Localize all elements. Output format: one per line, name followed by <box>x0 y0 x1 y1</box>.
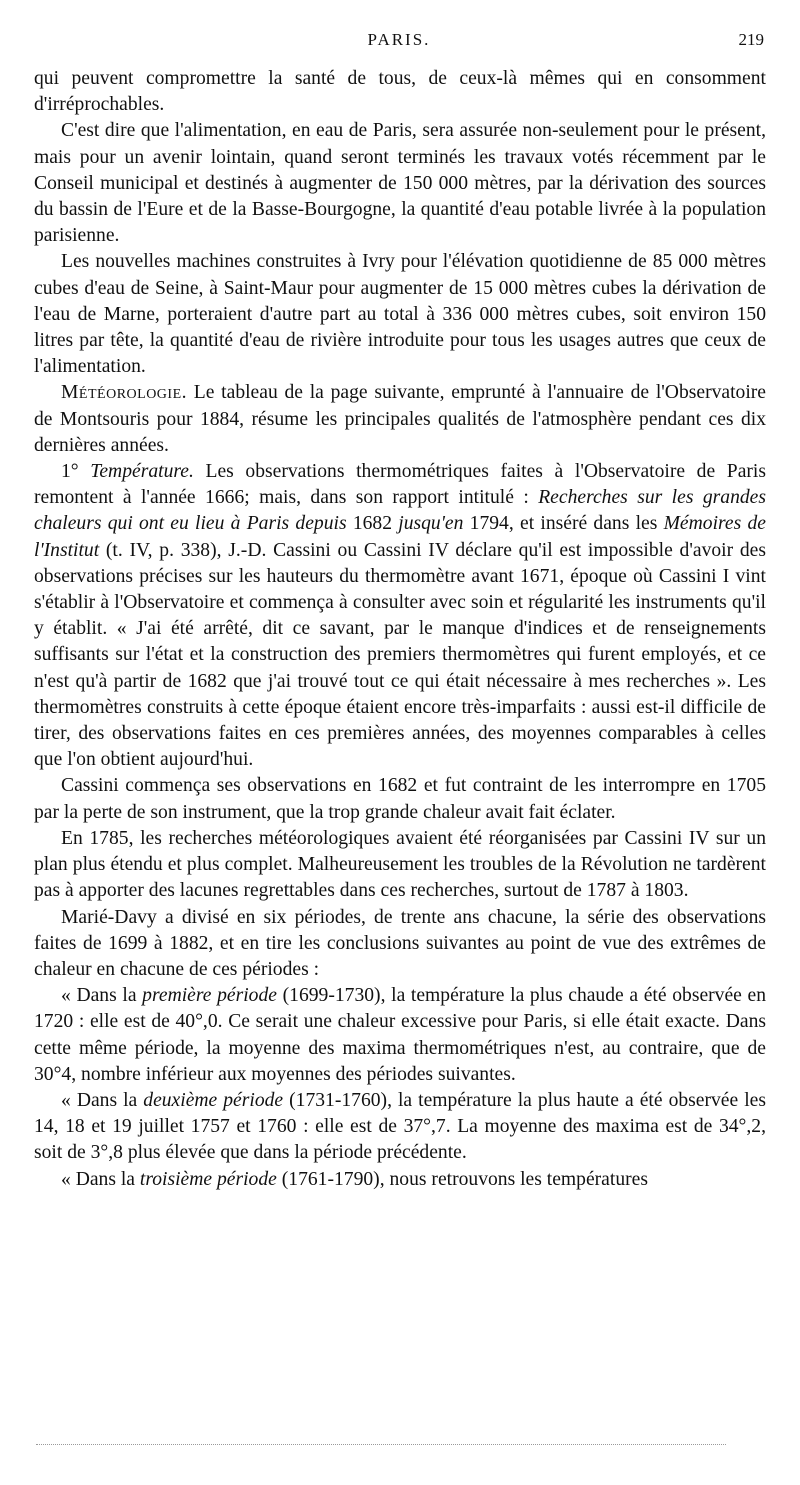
section-label: Météorologie. <box>61 382 188 404</box>
paragraph-second-period: « Dans la deuxième période (1731-1760), la température la plus haute a été observée les 14, 18 et 19 juillet 1757 et 1760 : elle est de 37°,7. La moyenne des maxima est de 34°,2, soit de 3°,8 plus élevée que dans la période précédente. <box>34 1089 766 1164</box>
section-subtitle: Température. <box>90 461 194 483</box>
paragraph-cassini: Cassini commença ses observations en 1682 et fut contraint de les interrompre en 1705 par la perte de son instrument, que la trop grande chaleur avait fait éclater. <box>34 775 766 823</box>
running-title: PARIS. <box>367 30 431 49</box>
running-header <box>34 30 764 56</box>
cited-publication: Mémoires de l'Institut <box>34 513 766 561</box>
body-text <box>34 66 766 1193</box>
paragraph-1785: En 1785, les recherches météorologiques avaient été réorganisées par Cassini IV sur un plan plus étendu et plus complet. Malheureusement les troubles de la Révolution ne tardèrent pas à apporter des lacunes regrettables dans ces recherches, surtout de 1787 à 1803. <box>34 827 766 902</box>
paragraph-continuation: qui peuvent compromettre la santé de tous, de ceux-là mêmes qui en consomment d'irréprochables. <box>34 68 766 116</box>
footer-rule <box>36 1444 726 1445</box>
paragraph-temperature: 1° Température. Les observations thermométriques faites à l'Observatoire de Paris remontent à l'année 1666; mais, dans son rapport intitulé : Recherches sur les grandes chaleurs qui ont eu lieu à Paris depuis 1682 jusqu'en 1794, et inséré dans les Mémoires de l'Institut (t. IV, p. 338), J.-D. Cassini ou Cassini IV déclare qu'il est impossible d'avoir des observations précises sur les hauteurs du thermomètre avant 1671, époque où Cassini I vint s'établir à l'Observatoire et commença à consulter avec soin et régularité les instruments qu'il y établit. « J'ai été arrêté, dit ce savant, par le manque d'indices et de renseignements suffisants sur l'état et la construction des premiers thermomètres qui furent employés, et ce n'est qu'à partir de 1682 que j'ai trouvé tout ce qui était nécessaire à mes recherches ». Les thermomètres construits à cette époque étaient encore très-imparfaits : aussi est-il difficile de tirer, des observations faites en ces premières années, des moyennes comparables à celles que l'on obtient aujourd'hui. <box>34 461 766 771</box>
paragraph-machines: Les nouvelles machines construites à Ivry pour l'élévation quotidienne de 85 000 mètres cubes d'eau de Seine, à Saint-Maur pour augmenter de 15 000 mètres cubes la dérivation de l'eau de Marne, porteraient d'autre part au total à 336 000 mètres cubes, soit environ 150 litres par tête, la quantité d'eau de rivière introduite pour tous les usages autres que ceux de l'alimentation. <box>34 251 766 378</box>
paragraph-marie-davy: Marié-Davy a divisé en six périodes, de trente ans chacune, la série des observations faites de 1699 à 1882, et en tire les conclusions suivantes au point de vue des extrêmes de chaleur en chacune de ces périodes : <box>34 906 766 980</box>
paragraph-water-supply: C'est dire que l'alimentation, en eau de Paris, sera assurée non-seulement pour le présent, mais pour un avenir lointain, quand seront terminés les travaux votés récemment par le Conseil municipal et destinés à augmenter de 150 000 mètres, par la dérivation des sources du bassin de l'Eure et de la Basse-Bourgogne, la quantité d'eau potable livrée à la population parisienne. <box>34 120 766 247</box>
page-number: 219 <box>738 30 764 49</box>
cited-title: Recherches sur les grandes chaleurs qui ont eu lieu à Paris depuis <box>34 487 766 535</box>
paragraph-first-period: « Dans la première période (1699-1730), la température la plus chaude a été observée en 1720 : elle est de 40°,0. Ce serait une chaleur excessive pour Paris, si elle était exacte. Dans cette même période, la moyenne des maxima thermométriques n'est, au contraire, que de 30°4, nombre inférieur aux moyennes des périodes suivantes. <box>34 985 766 1085</box>
paragraph-meteorology: Météorologie. Le tableau de la page suivante, emprunté à l'annuaire de l'Observatoire de Montsouris pour 1884, résume les principales qualités de l'atmosphère pendant ces dix dernières années. <box>34 382 766 456</box>
paragraph-third-period: « Dans la troisième période (1761-1790), nous retrouvons les températures <box>61 1168 648 1190</box>
